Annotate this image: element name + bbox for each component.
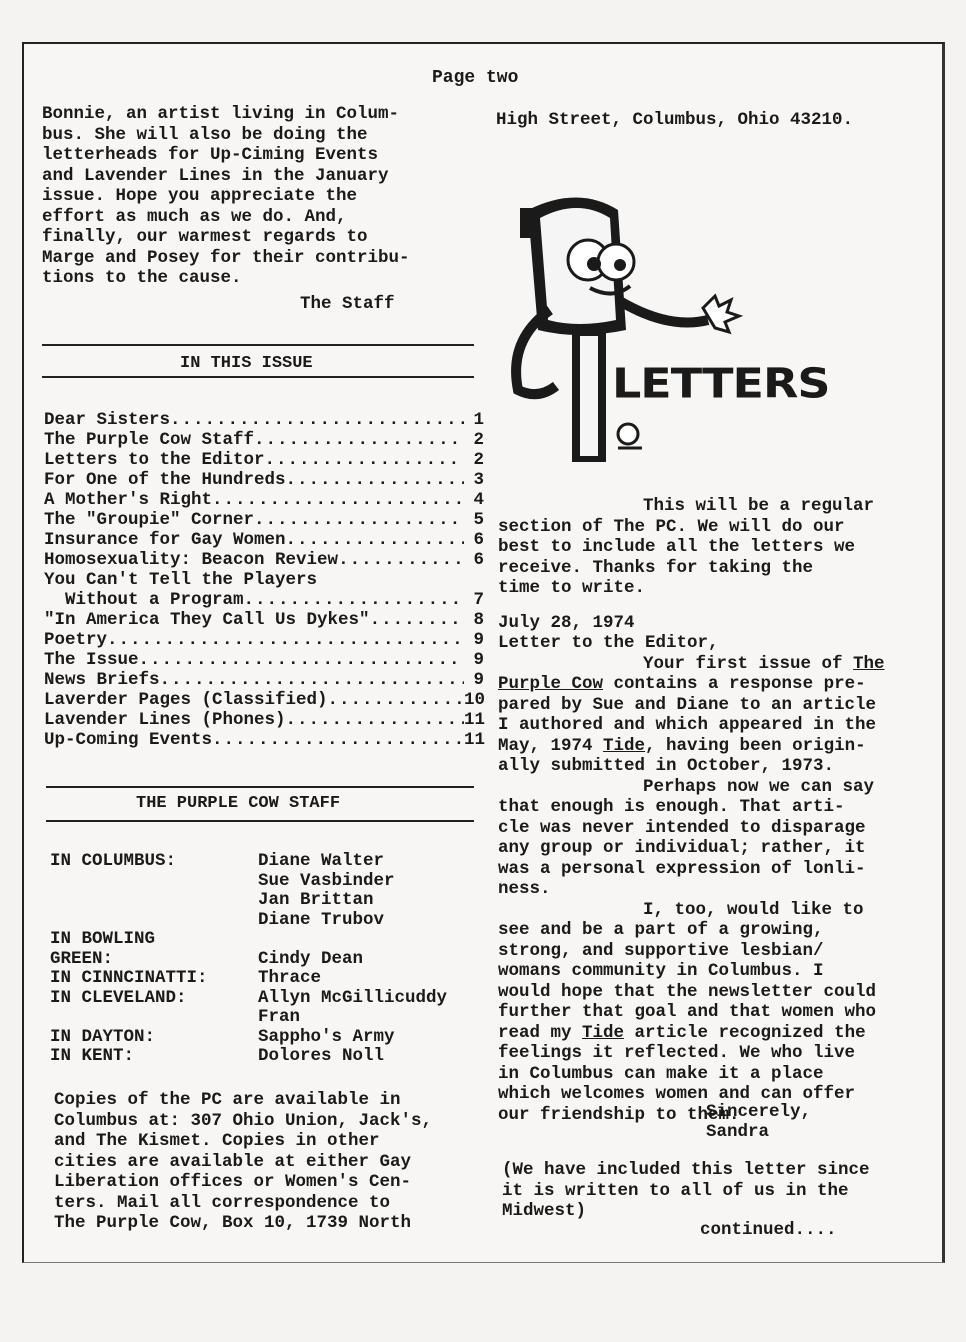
toc-entry-page: 1 (473, 410, 484, 430)
text-span: contains a response pre- pared by Sue and Diane to an article I authored and which appeared in the May, 1974 (498, 674, 877, 756)
staff-row (50, 989, 480, 1028)
staff-row (50, 930, 480, 969)
toc-leader-dots (244, 590, 464, 610)
toc-leader-dots (139, 650, 464, 670)
letter-closing: Sincerely, (706, 1102, 812, 1122)
toc-entry-title: For One of the Hundreds (44, 470, 286, 490)
letter-paragraph-2: Perhaps now we can say that enough is enough. That arti- cle was never intended to disparage any group or individual; rather, it was a personal expression of lonli- ness. (498, 776, 875, 899)
toc-entry (44, 570, 484, 590)
staff-signature: The Staff (300, 294, 395, 314)
toc-entry (44, 470, 484, 490)
toc-entry-title: A Mother's Right (44, 490, 213, 510)
letter-signer: Sandra (706, 1122, 770, 1142)
toc-leader-dots (286, 530, 464, 550)
staff-names: Allyn McGillicuddy Fran (258, 987, 448, 1027)
staff-city: IN DAYTON: (50, 1026, 156, 1047)
toc-entry-title: Up-Coming Events (44, 730, 213, 750)
toc-entry-title: Dear Sisters (44, 410, 171, 430)
toc-entry-title: The Issue (44, 650, 139, 670)
toc-entry-title: Poetry (44, 630, 108, 650)
staff-city: IN COLUMBUS: (50, 851, 177, 871)
letter-paragraph-3 (498, 900, 918, 1126)
staff-row (50, 852, 480, 930)
staff-city: IN BOWLING GREEN: (50, 929, 156, 969)
toc-leader-dots (254, 510, 464, 530)
divider (46, 786, 474, 788)
staff-row (50, 1047, 480, 1067)
toc-entry-page (464, 570, 484, 590)
divider (42, 344, 474, 346)
toc-entry-title: Without a Program (44, 590, 244, 610)
toc-entry (44, 550, 484, 570)
toc-leader-dots (370, 610, 464, 630)
copies-paragraph (54, 1090, 484, 1234)
staff-city: IN CLEVELAND: (50, 987, 187, 1008)
letter-salutation: Letter to the Editor, (498, 633, 719, 653)
toc-entry-page: 9 (473, 630, 484, 650)
toc-leader-dots (170, 410, 464, 430)
toc-entry-page: 11 (464, 730, 486, 750)
staff-names: Diane Walter Sue Vasbinder Jan Brittan Diane Trubov (258, 851, 395, 930)
toc-leader-dots (317, 570, 464, 590)
toc-entry (44, 530, 484, 550)
publication-title: Tide (603, 735, 646, 756)
staff-row (50, 1028, 480, 1048)
toc-entry (44, 690, 484, 710)
toc-entry-page: 6 (473, 530, 484, 550)
staff-city: IN CINNCINATTI: (50, 968, 208, 988)
toc-entry (44, 410, 484, 430)
staff-list (50, 852, 480, 1067)
toc-entry-page: 2 (473, 430, 484, 450)
mailbox-icon (516, 198, 739, 463)
continued-label: continued.... (700, 1220, 837, 1240)
staff-heading: THE PURPLE COW STAFF (136, 794, 341, 813)
toc-leader-dots (265, 450, 464, 470)
toc-leader-dots (107, 630, 464, 650)
letter-paragraph-1 (498, 654, 918, 777)
toc-entry (44, 630, 484, 650)
toc-entry (44, 510, 484, 530)
toc-entry-title: Homosexuality: Beacon Review (44, 550, 339, 570)
section-intro: This will be a regular section of The PC. We will do our best to include all the letters we receive. Thanks for taking the time to write. (498, 496, 875, 598)
toc-entry (44, 650, 484, 670)
letters-section (498, 496, 918, 1125)
editor-note-text: (We have included this letter since it is written to all of us in the Midwest) (502, 1160, 870, 1221)
divider (46, 820, 474, 822)
toc-entry-title: The "Groupie" Corner (44, 510, 255, 530)
toc-entry (44, 670, 484, 690)
text-span: , having been origin- ally submitted in October, 1973. (498, 735, 866, 776)
staff-city: IN KENT: (50, 1046, 135, 1066)
page-number: Page two (432, 68, 519, 88)
publication-title: The Purple Cow (498, 653, 885, 694)
toc-leader-dots (160, 670, 464, 690)
toc-entry-title: Insurance for Gay Women (44, 530, 286, 550)
toc-entry-page: 9 (473, 650, 484, 670)
toc-leader-dots (212, 730, 464, 750)
toc-leader-dots (286, 710, 464, 730)
toc-entry (44, 710, 484, 730)
staff-row (50, 969, 480, 989)
staff-names: Sappho's Army (258, 1026, 395, 1047)
copies-text: Copies of the PC are available in Columbus at: 307 Ohio Union, Jack's, and The Kismet. Copies in other cities are available at either Gay Liberation offices or Women's Cen- ters. Mail all correspondence to The Purple Cow, Box 10, 1739 North (54, 1090, 433, 1233)
toc-entry-page: 10 (464, 690, 486, 710)
editor-note (502, 1160, 922, 1222)
toc-entry-title: News Briefs (44, 670, 160, 690)
staff-names: Thrace (258, 968, 322, 988)
toc-leader-dots (338, 550, 464, 570)
toc-entry-title: The Purple Cow Staff (44, 430, 255, 450)
left-column (42, 104, 472, 289)
toc-entry-page: 11 (464, 710, 486, 730)
toc-entry (44, 590, 484, 610)
toc-entry-title: Laverder Pages (Classified) (44, 690, 328, 710)
address-continuation: High Street, Columbus, Ohio 43210. (496, 110, 854, 130)
letters-logo-text: LETTERS (612, 358, 830, 408)
toc-entry-title: Letters to the Editor (44, 450, 265, 470)
text-span: Your first issue of (643, 653, 854, 674)
toc-entry-page: 4 (473, 490, 484, 510)
toc-entry-page: 3 (473, 470, 484, 490)
toc-leader-dots (328, 690, 464, 710)
toc-entry-title: You Can't Tell the Players (44, 570, 318, 590)
right-column (496, 110, 916, 131)
toc-entry-page: 9 (473, 670, 484, 690)
toc-entry (44, 610, 484, 630)
toc-leader-dots (254, 430, 464, 450)
toc-entry-page: 2 (473, 450, 484, 470)
toc-entry-page: 8 (473, 610, 484, 630)
toc-leader-dots (212, 490, 464, 510)
text-span: I, too, would like to see and be a part of a growing, strong, and supportive lesbian/ womans community in Columbus. I would hope that the newsletter could further that goal and that women who read my (498, 899, 877, 1043)
toc-entry-page: 7 (473, 590, 484, 610)
toc-entry (44, 450, 484, 470)
toc-leader-dots (286, 470, 464, 490)
toc-entry-page: 5 (473, 510, 484, 530)
staff-names: Dolores Noll (258, 1046, 385, 1066)
letter-date: July 28, 1974 (498, 612, 635, 633)
toc-entry-title: "In America They Call Us Dykes" (44, 610, 370, 630)
table-of-contents (44, 410, 484, 750)
toc-entry-page: 6 (473, 550, 484, 570)
publication-title: Tide (582, 1022, 625, 1043)
toc-heading: IN THIS ISSUE (180, 354, 313, 373)
letters-mailbox-illustration (498, 190, 898, 470)
toc-entry (44, 730, 484, 750)
toc-entry-title: Lavender Lines (Phones) (44, 710, 286, 730)
intro-paragraph: Bonnie, an artist living in Colum- bus. She will also be doing the letterheads for Up-Ciming Events and Lavender Lines in the January issue. Hope you appreciate the effort as much as we do. And, finally, our warmest regards to Marge and Posey for their contribu- tions to the cause. (42, 104, 410, 288)
text-span: article recognized the feelings it reflected. We who live in Columbus can make it a place which welcomes women and can offer our friendship to them. (498, 1022, 866, 1125)
toc-entry (44, 430, 484, 450)
divider (42, 376, 474, 378)
toc-entry (44, 490, 484, 510)
staff-names: Cindy Dean (258, 948, 364, 969)
